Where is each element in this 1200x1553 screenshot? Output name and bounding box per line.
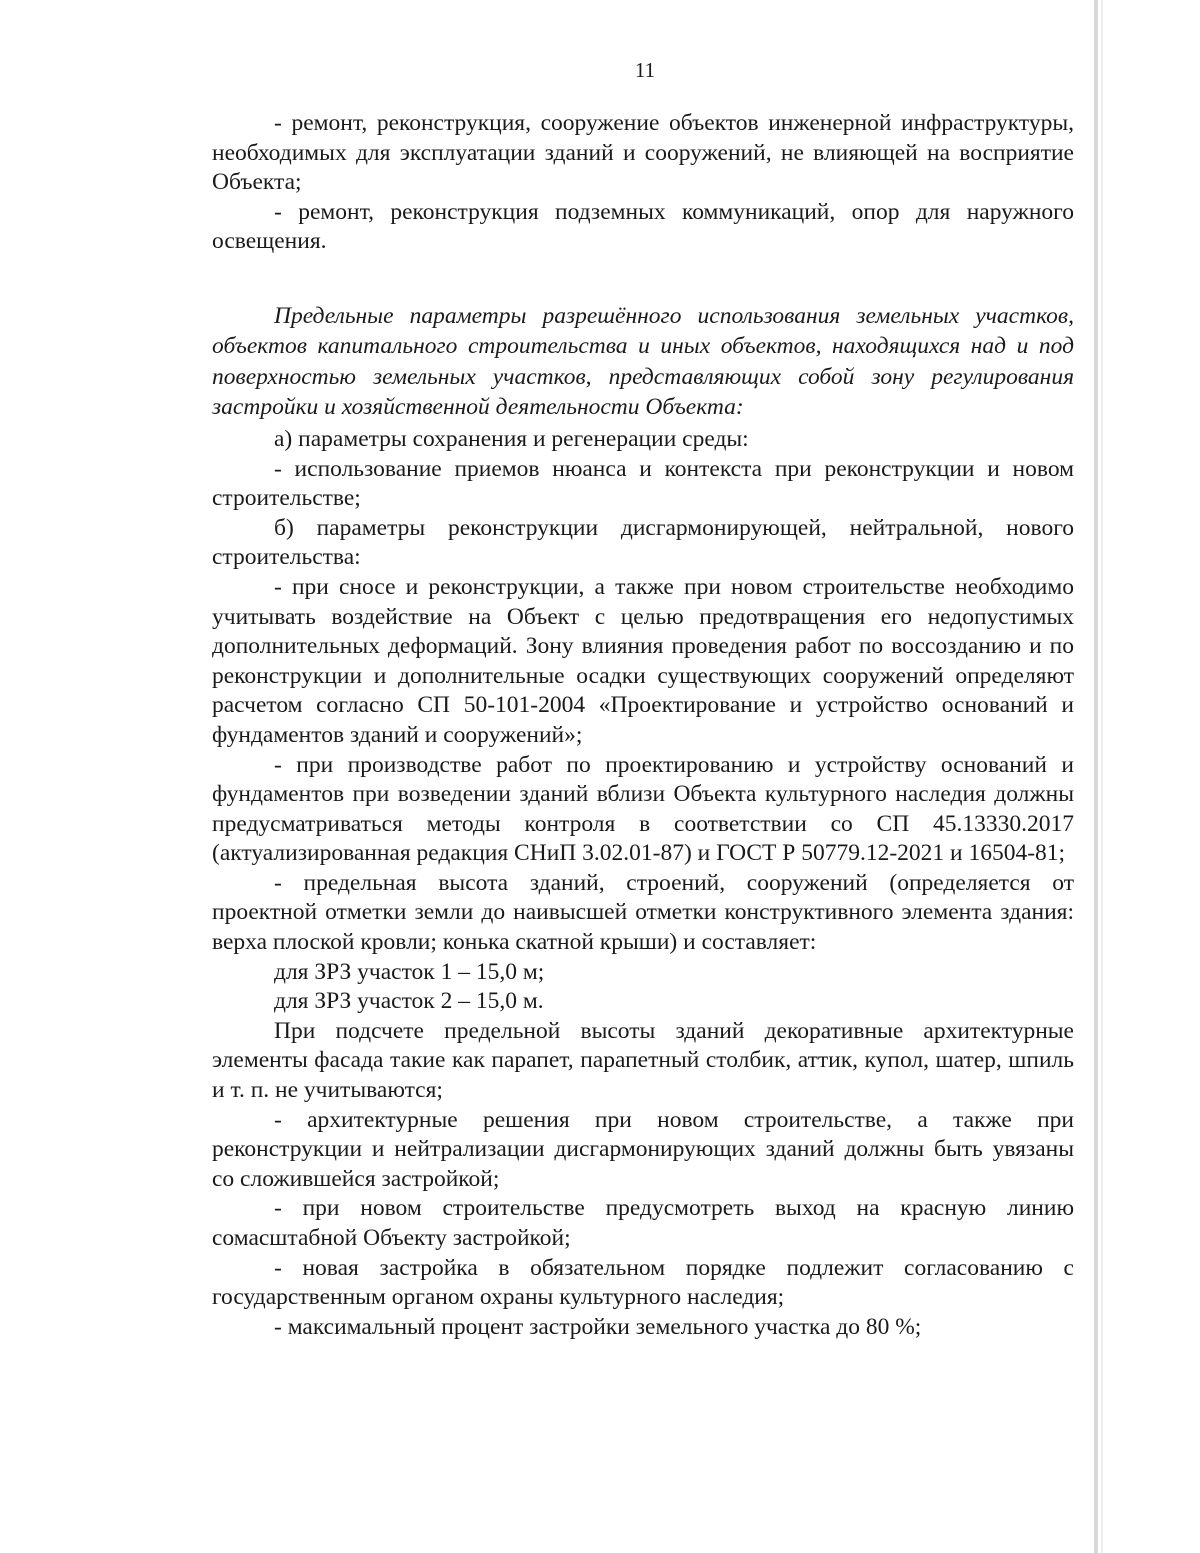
paragraph-15: - максимальный процент застройки земельного участка до 80 %; bbox=[274, 1313, 922, 1340]
scan-edge-line bbox=[1094, 0, 1098, 1553]
height-zone-1: для ЗРЗ участок 1 – 15,0 м; bbox=[274, 958, 545, 985]
page-number: 11 bbox=[634, 58, 656, 82]
section-heading: Предельные параметры разрешённого использования земельных участков, объектов капитального строительства и иных объектов, находящихся над и под поверхностью земельных участков, представляющих собой зону регулирования застройки и хозяйственной деятельности Объекта: bbox=[212, 302, 1074, 421]
paragraph-12: - архитектурные решения при новом строительстве, а также при реконструкции и нейтрализации дисгармонирующих зданий должны быть увязаны со сложившейся застройкой; bbox=[212, 1106, 1074, 1192]
scan-edge-shadow bbox=[1101, 0, 1103, 1553]
paragraph-7: - при производстве работ по проектированию и устройству оснований и фундаментов при возведении зданий вблизи Объекта культурного наследия должны предусматриваться методы контроля в соответствии со СП 45.13330.2017 (актуализированная редакция СНиП 3.02.01-87) и ГОСТ Р 50779.12-2021 и 16504-81; bbox=[212, 751, 1074, 867]
paragraph-13: - при новом строительстве предусмотреть выход на красную линию сомасштабной Объекту застройкой; bbox=[212, 1195, 1074, 1251]
paragraph-a: а) параметры сохранения и регенерации среды: bbox=[274, 425, 749, 452]
paragraph-8: - предельная высота зданий, строений, сооружений (определяется от проектной отметки земли до наивысшей отметки конструктивного элемента здания: верха плоской кровли; конька скатной крыши) и составляет: bbox=[212, 869, 1074, 956]
paragraph-14: - новая застройка в обязательном порядке подлежит согласованию с государственным органом охраны культурного наследия; bbox=[212, 1254, 1074, 1311]
height-zone-2: для ЗРЗ участок 2 – 15,0 м. bbox=[274, 988, 544, 1015]
document-body bbox=[212, 109, 1074, 1342]
paragraph-11: При подсчете предельной высоты зданий декоративные архитектурные элементы фасада такие как парапет, парапетный столбик, аттик, купол, шатер, шпиль и т. п. не учитываются; bbox=[212, 1017, 1074, 1104]
paragraph-4: - использование приемов нюанса и контекста при реконструкции и новом строительстве; bbox=[212, 455, 1074, 512]
paragraph-1: - ремонт, реконструкция, сооружение объектов инженерной инфраструктуры, необходимых для эксплуатации зданий и сооружений, не влияющей на восприятие Объекта; bbox=[212, 110, 1074, 196]
paragraph-6: - при сносе и реконструкции, а также при новом строительстве необходимо учитывать воздействие на Объект с целью предотвращения его недопустимых дополнительных деформаций. Зону влияния проведения работ по воссозданию и по реконструкции и дополнительные осадки существующих сооружений определяют расчетом согласно СП 50-101-2004 «Проектирование и устройство оснований и фундаментов зданий и сооружений»; bbox=[212, 573, 1074, 748]
paragraph-b: б) параметры реконструкции дисгармонирующей, нейтральной, нового строительства: bbox=[212, 514, 1074, 571]
paragraph-2: - ремонт, реконструкция подземных коммуникаций, опор для наружного освещения. bbox=[212, 198, 1074, 255]
